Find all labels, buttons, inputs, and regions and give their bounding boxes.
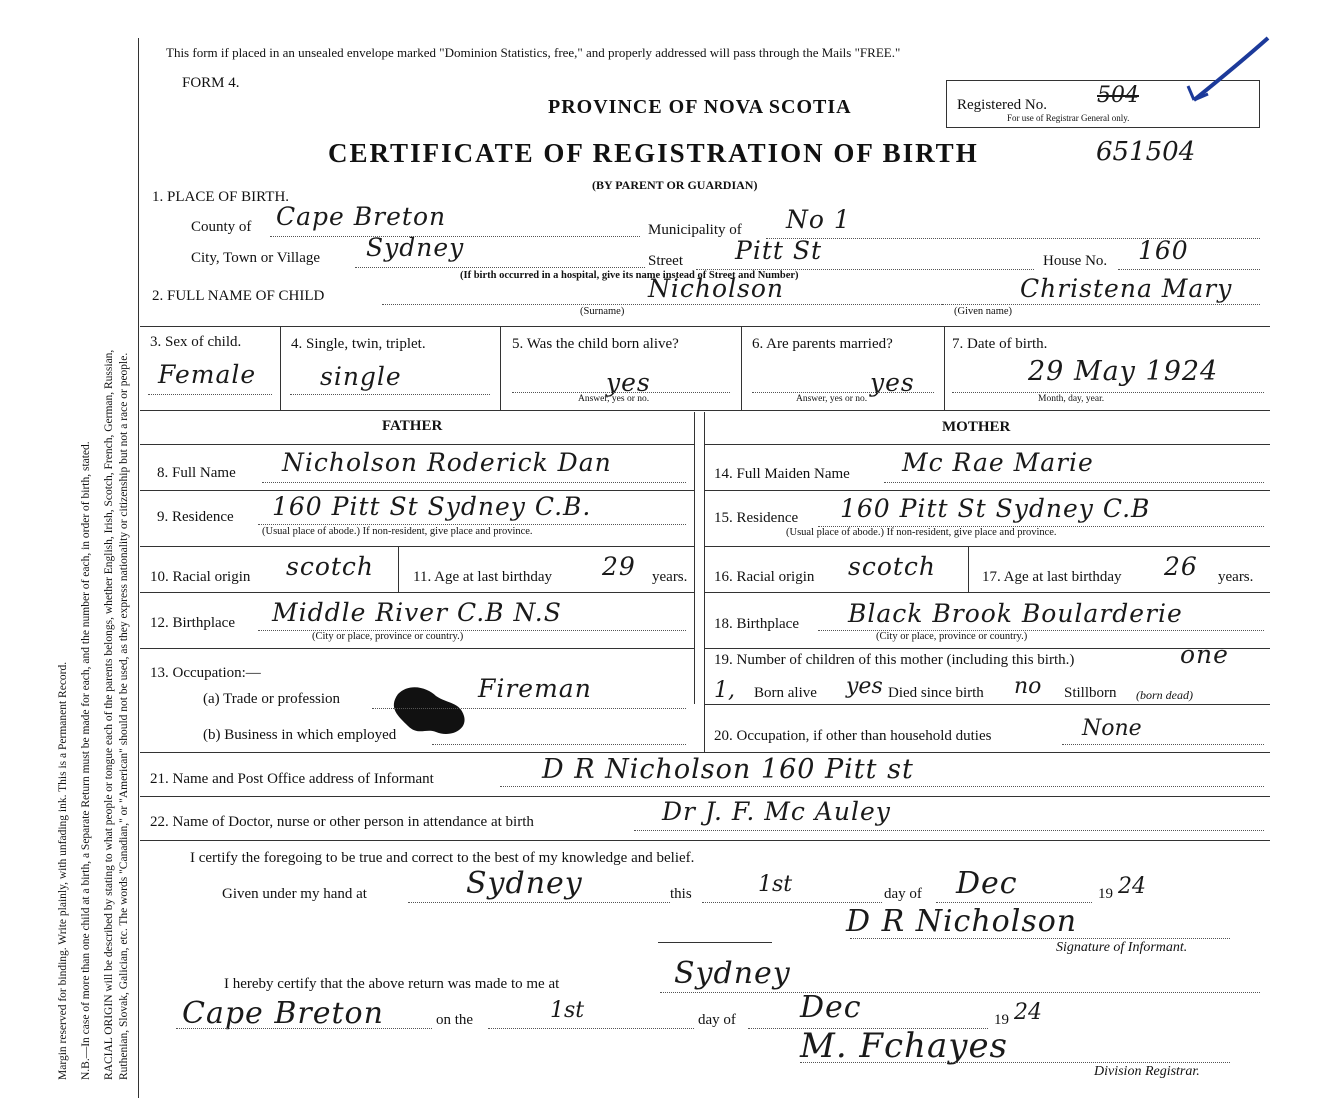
city-label: City, Town or Village bbox=[191, 250, 321, 266]
born-alive-count: 1, bbox=[714, 678, 735, 703]
given-under-label: Given under my hand at bbox=[222, 886, 367, 902]
born-alive-value: yes bbox=[606, 368, 651, 397]
father-age-value: 29 bbox=[602, 552, 636, 581]
given-year-prefix: 19 bbox=[1098, 886, 1113, 902]
multiple-birth-value: single bbox=[320, 362, 402, 391]
children-count-value: one bbox=[1180, 640, 1229, 669]
margin-notice-3: RACIAL ORIGIN will be described by stating to what people or tongue each of the parents belongs, whether English, Irish, Scotch, French, German, Russian, bbox=[103, 349, 115, 1080]
date-of-birth-value: 29 May 1924 bbox=[1028, 356, 1219, 387]
stillborn-label: Stillborn bbox=[1064, 685, 1117, 701]
doctor-label: 22. Name of Doctor, nurse or other person in attendance at birth bbox=[150, 814, 534, 830]
registrar-month: Dec bbox=[800, 990, 862, 1025]
registrar-note: For use of Registrar General only. bbox=[1007, 113, 1130, 123]
on-the-label: on the bbox=[436, 1012, 474, 1028]
child-surname: Nicholson bbox=[648, 274, 785, 303]
given-name-note: (Given name) bbox=[954, 306, 1013, 317]
father-name-value: Nicholson Roderick Dan bbox=[282, 448, 612, 477]
province-title: PROVINCE OF NOVA SCOTIA bbox=[548, 96, 852, 118]
house-label: House No. bbox=[1043, 253, 1108, 269]
mother-occupation-value: None bbox=[1082, 716, 1142, 741]
father-race-value: scotch bbox=[286, 552, 375, 581]
father-heading: FATHER bbox=[382, 418, 443, 434]
certificate-subtitle: (BY PARENT OR GUARDIAN) bbox=[592, 178, 758, 192]
trade-value: Fireman bbox=[478, 674, 592, 703]
informant-signature: D R Nicholson bbox=[846, 904, 1078, 939]
certificate-title: CERTIFICATE OF REGISTRATION OF BIRTH bbox=[328, 138, 979, 168]
born-alive-label: 5. Was the child born alive? bbox=[512, 336, 679, 352]
registrar-place: Sydney bbox=[674, 956, 791, 991]
street-value: Pitt St bbox=[735, 236, 823, 265]
mother-race-label: 16. Racial origin bbox=[714, 569, 815, 585]
mother-residence-value: 160 Pitt St Sydney C.B bbox=[840, 494, 1151, 523]
margin-notice-1: Margin reserved for binding. Write plainly, with unfading ink. This is a Permanent Record. bbox=[57, 661, 69, 1080]
multiple-birth-label: 4. Single, twin, triplet. bbox=[291, 336, 426, 352]
municipality-label: Municipality of bbox=[648, 222, 742, 238]
doctor-value: Dr J. F. Mc Auley bbox=[662, 797, 891, 826]
margin-notice-2: N.B.—In case of more than one child at a birth, a Separate Return must be made for each, and the number of each, in order of birth, stated. bbox=[80, 441, 92, 1080]
given-month: Dec bbox=[956, 866, 1018, 901]
registered-value: 504 bbox=[1097, 83, 1139, 108]
alive-answer-note: Answer, yes or no. bbox=[578, 394, 650, 404]
father-residence-label: 9. Residence bbox=[157, 509, 234, 525]
registrar-day: 1st bbox=[550, 998, 585, 1023]
postal-notice: This form if placed in an unsealed envelope marked "Dominion Statistics, free," and properly addressed will pass through the Mails "FREE." bbox=[166, 45, 901, 60]
father-race-label: 10. Racial origin bbox=[150, 569, 251, 585]
father-birthplace-label: 12. Birthplace bbox=[150, 615, 235, 631]
hospital-note: (If birth occurred in a hospital, give its name instead of Street and Number) bbox=[460, 270, 799, 281]
county-value: Cape Breton bbox=[276, 202, 447, 231]
county-label: County of bbox=[191, 219, 252, 235]
date-of-birth-label: 7. Date of birth. bbox=[952, 336, 1048, 352]
signature-of-informant-label: Signature of Informant. bbox=[1056, 940, 1188, 955]
informant-value: D R Nicholson 160 Pitt st bbox=[542, 754, 914, 785]
occupation-label: 13. Occupation:— bbox=[150, 665, 261, 681]
father-residence-value: 160 Pitt St Sydney C.B. bbox=[272, 492, 592, 521]
sex-label: 3. Sex of child. bbox=[150, 334, 242, 350]
margin-border bbox=[138, 38, 139, 1098]
ink-blot bbox=[388, 682, 474, 742]
registrar-year-prefix: 19 bbox=[994, 1012, 1009, 1028]
mother-residence-label: 15. Residence bbox=[714, 510, 799, 526]
given-day: 1st bbox=[758, 872, 793, 897]
father-age-label: 11. Age at last birthday bbox=[413, 569, 552, 585]
registrar-day-of-label: day of bbox=[698, 1012, 736, 1028]
margin-notice-4: Ruthenian, Slovak, Galician, etc. The words "Canadian," or "American" should not be used, as they express nationality or citizenship but not a race or people. bbox=[118, 352, 130, 1080]
dob-note: Month, day, year. bbox=[1038, 394, 1105, 404]
registered-label: Registered No. bbox=[957, 97, 1047, 113]
mother-age-value: 26 bbox=[1164, 552, 1198, 581]
form-number: FORM 4. bbox=[182, 75, 240, 91]
municipality-value: No 1 bbox=[786, 205, 851, 234]
children-count-label: 19. Number of children of this mother (including this birth.) bbox=[714, 652, 1075, 668]
mother-birthplace-note: (City or place, province or country.) bbox=[876, 631, 1028, 642]
registrar-statement: I hereby certify that the above return was made to me at bbox=[224, 976, 560, 992]
place-of-birth-heading: 1. PLACE OF BIRTH. bbox=[152, 189, 290, 205]
day-of-label: day of bbox=[884, 886, 922, 902]
parents-married-value: yes bbox=[870, 368, 915, 397]
blue-pen-mark bbox=[1180, 30, 1280, 110]
certificate-number: 651504 bbox=[1096, 137, 1196, 167]
mother-born-alive-label: Born alive bbox=[754, 685, 817, 701]
given-place: Sydney bbox=[466, 866, 583, 901]
child-given-name: Christena Mary bbox=[1020, 274, 1233, 303]
father-birthplace-value: Middle River C.B N.S bbox=[272, 598, 562, 627]
division-registrar-label: Division Registrar. bbox=[1094, 1064, 1200, 1079]
trade-label: (a) Trade or profession bbox=[203, 691, 341, 707]
business-label: (b) Business in which employed bbox=[203, 727, 397, 743]
mother-race-value: scotch bbox=[848, 552, 937, 581]
father-birthplace-note: (City or place, province or country.) bbox=[312, 631, 464, 642]
married-answer-note: Answer, yes or no. bbox=[796, 394, 868, 404]
child-name-label: 2. FULL NAME OF CHILD bbox=[152, 288, 325, 304]
mother-name-label: 14. Full Maiden Name bbox=[714, 466, 850, 482]
surname-note: (Surname) bbox=[580, 306, 625, 317]
mother-residence-note: (Usual place of abode.) If non-resident, give place and province. bbox=[786, 527, 1057, 538]
father-residence-note: (Usual place of abode.) If non-resident, give place and province. bbox=[262, 526, 533, 537]
mother-heading: MOTHER bbox=[942, 419, 1011, 435]
sex-value: Female bbox=[158, 360, 257, 389]
father-name-label: 8. Full Name bbox=[157, 465, 236, 481]
died-since-birth-label: Died since birth bbox=[888, 685, 984, 701]
mother-age-label: 17. Age at last birthday bbox=[982, 569, 1122, 585]
this-label: this bbox=[670, 886, 692, 902]
certify-statement: I certify the foregoing to be true and correct to the best of my knowledge and belief. bbox=[190, 850, 695, 866]
given-year: 24 bbox=[1118, 874, 1146, 899]
registrar-signature: M. Fchayes bbox=[800, 1026, 1009, 1066]
mother-born-alive-value: yes bbox=[846, 674, 883, 699]
parents-married-label: 6. Are parents married? bbox=[752, 336, 893, 352]
father-years-label: years. bbox=[652, 569, 688, 585]
house-value: 160 bbox=[1138, 236, 1189, 265]
city-value: Sydney bbox=[366, 233, 465, 262]
informant-label: 21. Name and Post Office address of Informant bbox=[150, 771, 434, 787]
registrar-year: 24 bbox=[1014, 1000, 1042, 1025]
mother-birthplace-value: Black Brook Boularderie bbox=[848, 599, 1183, 628]
street-label: Street bbox=[648, 253, 683, 269]
stillborn-note: (born dead) bbox=[1136, 688, 1193, 702]
mother-name-value: Mc Rae Marie bbox=[902, 448, 1094, 477]
mother-years-label: years. bbox=[1218, 569, 1254, 585]
died-since-birth-value: no bbox=[1014, 674, 1042, 699]
mother-occupation-label: 20. Occupation, if other than household duties bbox=[714, 728, 992, 744]
registrar-county: Cape Breton bbox=[182, 996, 384, 1031]
mother-birthplace-label: 18. Birthplace bbox=[714, 616, 799, 632]
